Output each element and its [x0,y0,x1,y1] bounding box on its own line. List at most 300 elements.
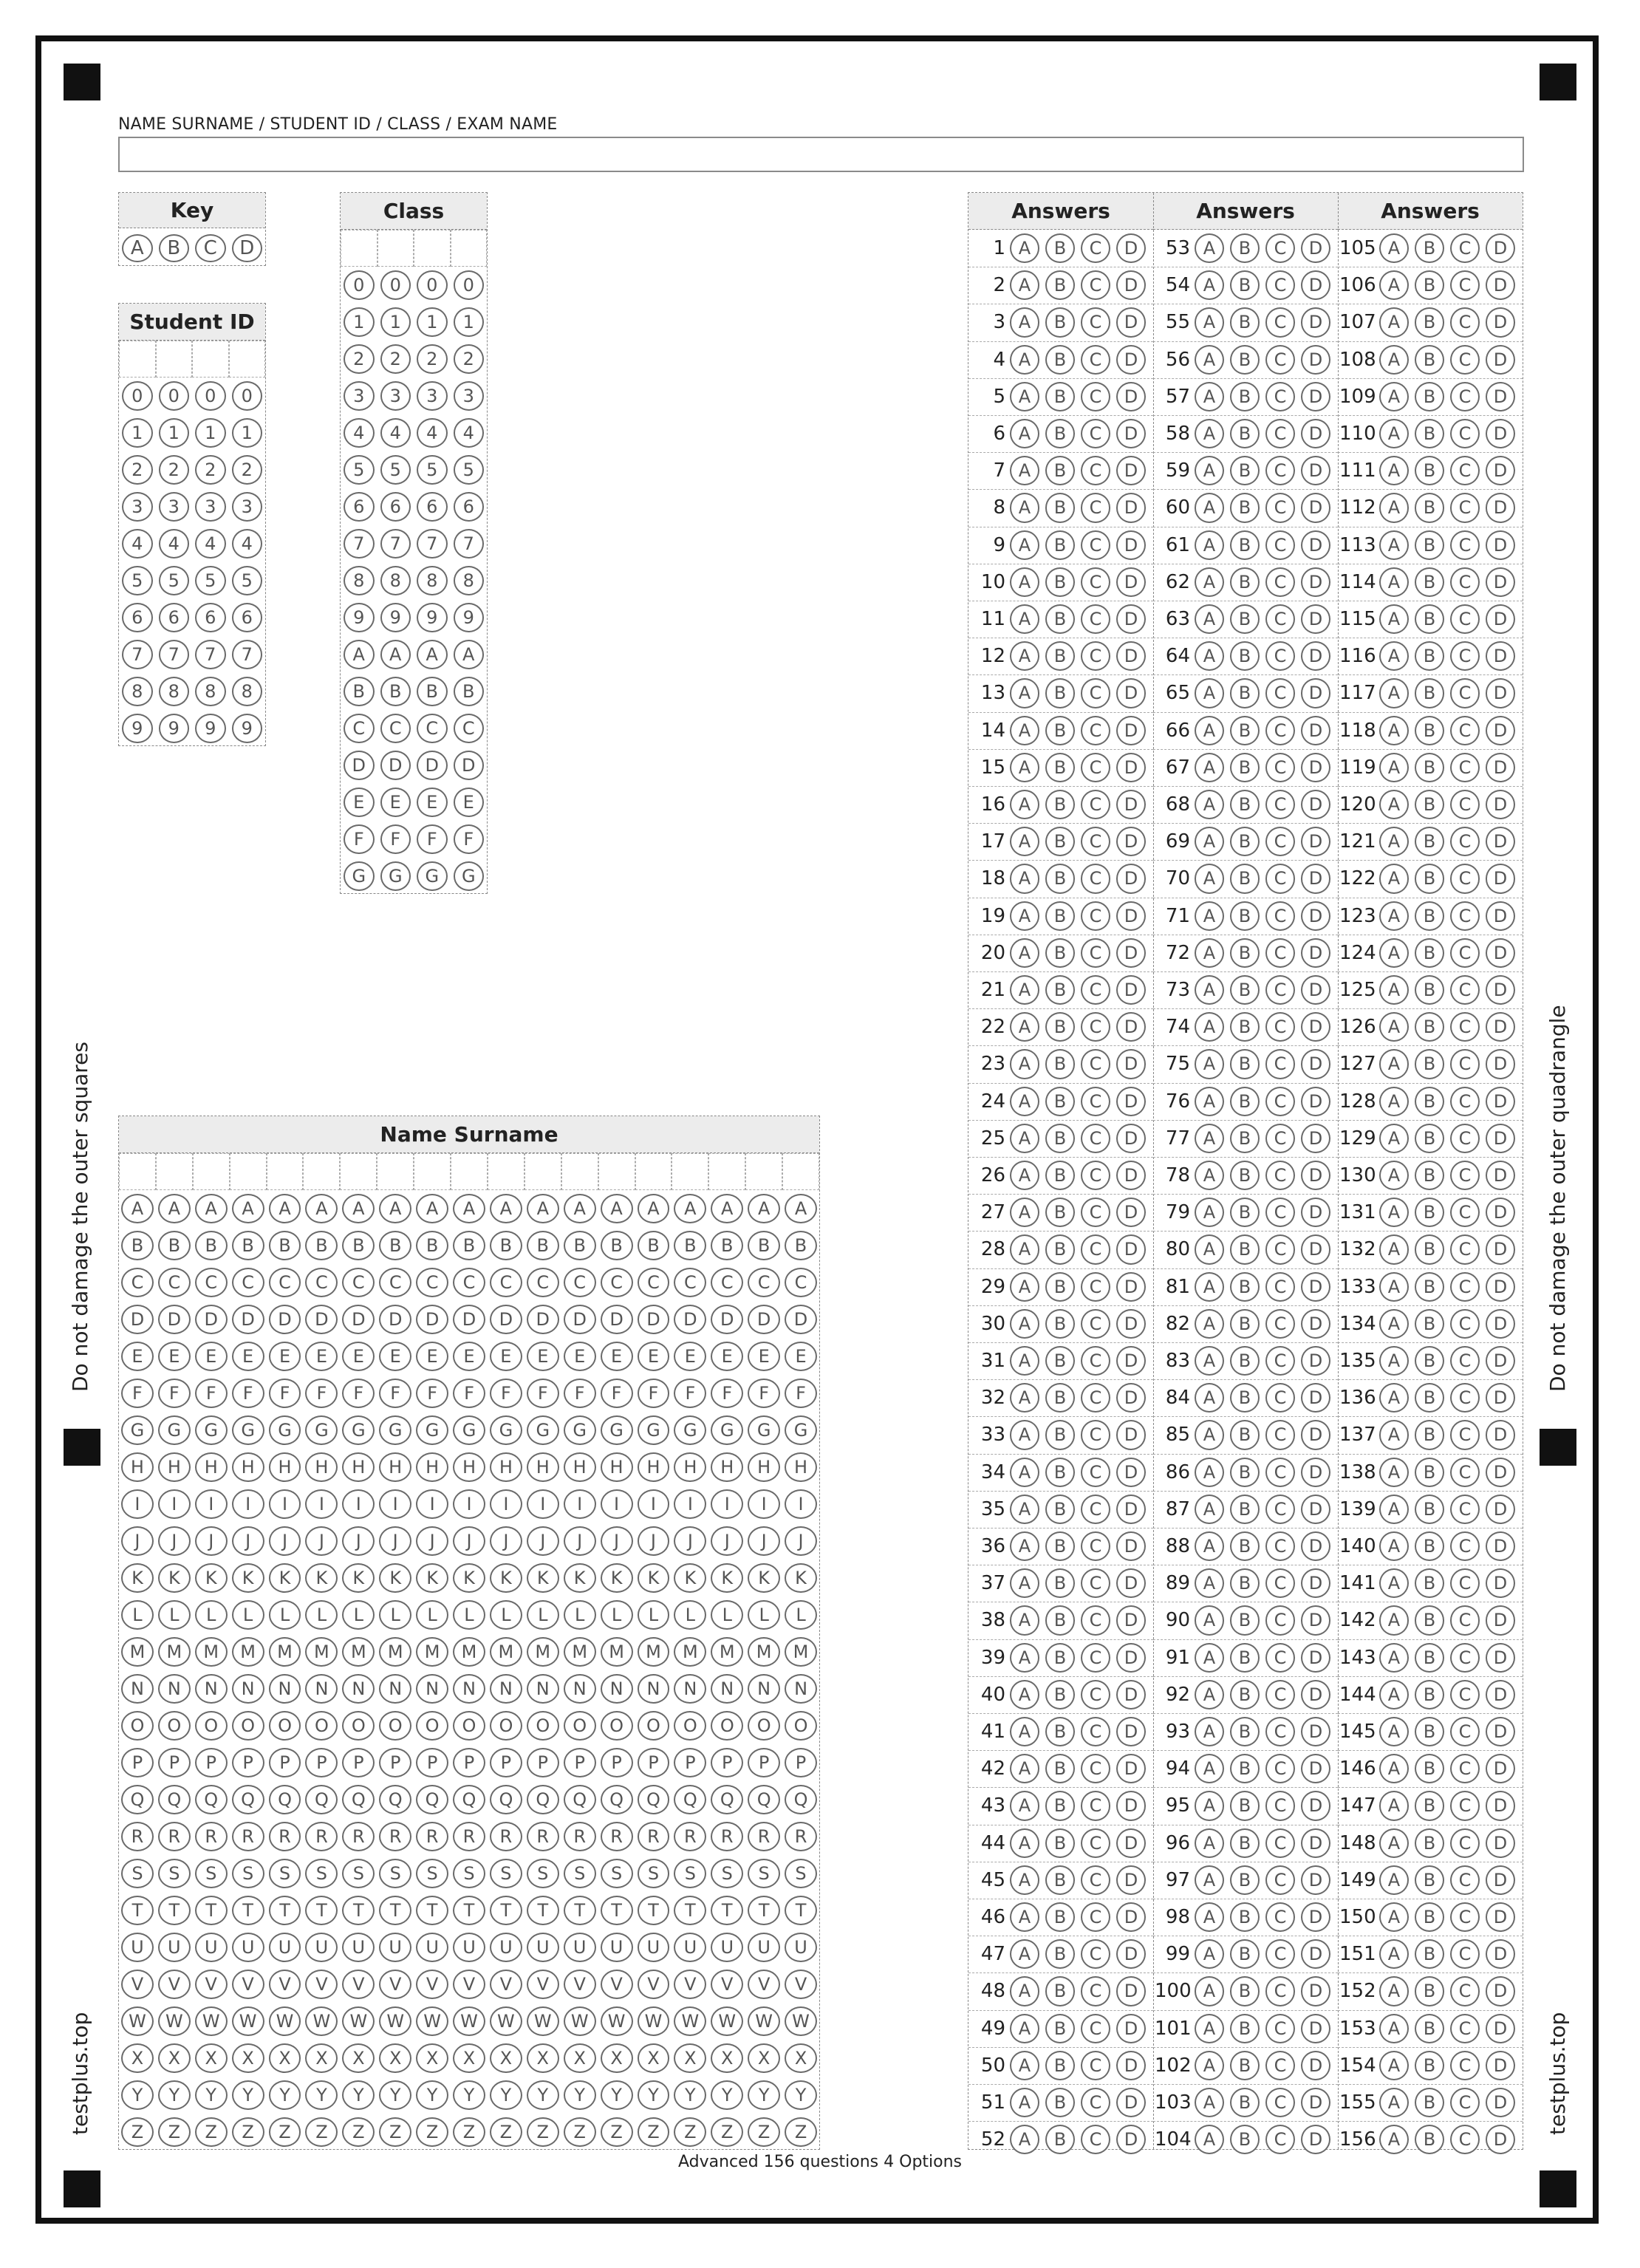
student-id-bubble[interactable]: 1 [232,418,263,448]
answer-bubble-b[interactable]: B [1045,1865,1075,1895]
answer-bubble-d[interactable]: D [1486,1568,1515,1598]
name-bubble[interactable]: M [674,1637,706,1667]
answer-bubble-b[interactable]: B [1230,864,1260,893]
class-bubble[interactable]: 5 [454,455,485,485]
name-bubble[interactable]: D [674,1305,706,1334]
answer-bubble-b[interactable]: B [1230,1828,1260,1858]
name-bubble[interactable]: X [564,2043,596,2073]
name-bubble[interactable]: X [195,2043,228,2073]
class-bubble[interactable]: 0 [380,270,411,300]
answer-bubble-a[interactable]: A [1195,456,1224,485]
name-bubble[interactable]: S [453,1859,485,1888]
name-bubble[interactable]: T [638,1896,670,1925]
answer-bubble-a[interactable]: A [1379,1568,1409,1598]
name-bubble[interactable]: G [379,1415,411,1445]
name-bubble[interactable]: B [564,1231,596,1260]
name-bubble[interactable]: O [527,1711,559,1741]
name-bubble[interactable]: A [748,1194,780,1223]
class-bubble[interactable]: 3 [380,381,411,411]
name-bubble[interactable]: D [305,1305,338,1334]
name-bubble[interactable]: Q [674,1785,706,1814]
class-bubble[interactable]: 6 [417,492,448,522]
class-bubble[interactable]: 8 [344,566,375,595]
name-bubble[interactable]: M [158,1637,191,1667]
answer-bubble-c[interactable]: C [1265,2125,1295,2154]
answer-bubble-d[interactable]: D [1116,1383,1146,1413]
name-bubble[interactable]: U [711,1933,743,1962]
name-bubble[interactable]: L [564,1600,596,1630]
answer-bubble-d[interactable]: D [1116,1976,1146,2006]
name-bubble[interactable]: D [379,1305,411,1334]
name-bubble[interactable]: Y [711,2080,743,2110]
name-write-cell[interactable] [708,1153,745,1190]
answer-bubble-b[interactable]: B [1045,678,1075,708]
answer-bubble-c[interactable]: C [1265,1643,1295,1673]
name-bubble[interactable]: O [269,1711,301,1741]
answer-bubble-d[interactable]: D [1301,1828,1330,1858]
answer-bubble-d[interactable]: D [1301,641,1330,671]
answer-bubble-c[interactable]: C [1081,1087,1110,1116]
answer-bubble-b[interactable]: B [1230,678,1260,708]
answer-bubble-d[interactable]: D [1486,493,1515,522]
student-id-bubble[interactable]: 0 [159,381,190,411]
class-bubble[interactable]: 5 [417,455,448,485]
name-bubble[interactable]: L [379,1600,411,1630]
answer-bubble-b[interactable]: B [1045,1976,1075,2006]
answer-bubble-b[interactable]: B [1415,753,1444,782]
answer-bubble-d[interactable]: D [1116,641,1146,671]
name-bubble[interactable]: Z [638,2117,670,2147]
name-bubble[interactable]: D [232,1305,264,1334]
answer-bubble-a[interactable]: A [1010,1754,1039,1783]
answer-bubble-d[interactable]: D [1116,827,1146,856]
answer-bubble-d[interactable]: D [1486,1643,1515,1673]
class-bubble[interactable]: 9 [417,603,448,632]
name-bubble[interactable]: T [490,1896,522,1925]
name-bubble[interactable]: M [711,1637,743,1667]
name-bubble[interactable]: V [527,1970,559,1999]
name-bubble[interactable]: P [232,1748,264,1777]
answer-bubble-b[interactable]: B [1415,382,1444,411]
name-bubble[interactable]: Z [305,2117,338,2147]
name-bubble[interactable]: R [711,1822,743,1851]
answer-bubble-c[interactable]: C [1450,1420,1480,1449]
name-bubble[interactable]: R [158,1822,191,1851]
name-bubble[interactable]: P [269,1748,301,1777]
answer-bubble-b[interactable]: B [1415,641,1444,671]
name-bubble[interactable]: Z [674,2117,706,2147]
name-bubble[interactable]: P [711,1748,743,1777]
answer-bubble-a[interactable]: A [1379,1643,1409,1673]
name-bubble[interactable]: K [564,1563,596,1593]
class-bubble[interactable]: E [454,788,485,817]
name-bubble[interactable]: W [379,2006,411,2036]
name-bubble[interactable]: J [527,1526,559,1556]
name-bubble[interactable]: Z [490,2117,522,2147]
name-bubble[interactable]: X [601,2043,633,2073]
name-bubble[interactable]: G [748,1415,780,1445]
answer-bubble-d[interactable]: D [1116,1272,1146,1302]
name-bubble[interactable]: P [305,1748,338,1777]
answer-bubble-b[interactable]: B [1045,827,1075,856]
name-bubble[interactable]: P [638,1748,670,1777]
answer-bubble-d[interactable]: D [1486,233,1515,263]
class-write-cell[interactable] [341,230,377,267]
answer-bubble-b[interactable]: B [1415,901,1444,931]
answer-bubble-b[interactable]: B [1415,1272,1444,1302]
name-bubble[interactable]: X [379,2043,411,2073]
name-bubble[interactable]: K [158,1563,191,1593]
answer-bubble-b[interactable]: B [1230,2014,1260,2043]
answer-bubble-b[interactable]: B [1415,530,1444,560]
answer-bubble-a[interactable]: A [1379,1828,1409,1858]
answer-bubble-b[interactable]: B [1045,1383,1075,1413]
answer-bubble-d[interactable]: D [1486,604,1515,634]
name-bubble[interactable]: Z [269,2117,301,2147]
answer-bubble-a[interactable]: A [1195,1791,1224,1820]
answer-bubble-d[interactable]: D [1116,864,1146,893]
answer-bubble-c[interactable]: C [1081,1458,1110,1487]
name-bubble[interactable]: F [638,1379,670,1408]
answer-bubble-c[interactable]: C [1265,345,1295,375]
class-bubble[interactable]: A [344,640,375,669]
answer-bubble-c[interactable]: C [1081,604,1110,634]
answer-bubble-c[interactable]: C [1450,1087,1480,1116]
answer-bubble-b[interactable]: B [1045,1049,1075,1079]
answer-bubble-a[interactable]: A [1195,1828,1224,1858]
name-bubble[interactable]: I [601,1489,633,1519]
name-bubble[interactable]: E [342,1342,375,1371]
answer-bubble-c[interactable]: C [1450,1346,1480,1376]
name-bubble[interactable]: Q [342,1785,375,1814]
name-bubble[interactable]: T [711,1896,743,1925]
student-id-bubble[interactable]: 5 [232,566,263,595]
name-bubble[interactable]: O [121,1711,154,1741]
name-bubble[interactable]: U [232,1933,264,1962]
name-bubble[interactable]: C [342,1268,375,1297]
name-bubble[interactable]: B [490,1231,522,1260]
answer-bubble-b[interactable]: B [1415,716,1444,745]
answer-bubble-b[interactable]: B [1230,1495,1260,1524]
class-bubble[interactable]: 9 [344,603,375,632]
answer-bubble-a[interactable]: A [1379,2014,1409,2043]
name-bubble[interactable]: L [269,1600,301,1630]
answer-bubble-a[interactable]: A [1010,1198,1039,1227]
answer-bubble-a[interactable]: A [1010,1531,1039,1561]
name-bubble[interactable]: H [490,1452,522,1482]
answer-bubble-b[interactable]: B [1045,1234,1075,1264]
name-bubble[interactable]: W [158,2006,191,2036]
answer-bubble-c[interactable]: C [1081,753,1110,782]
answer-bubble-b[interactable]: B [1045,641,1075,671]
answer-bubble-d[interactable]: D [1486,1717,1515,1746]
name-bubble[interactable]: I [232,1489,264,1519]
answer-bubble-b[interactable]: B [1045,456,1075,485]
name-bubble[interactable]: E [269,1342,301,1371]
answer-bubble-a[interactable]: A [1379,345,1409,375]
name-bubble[interactable]: F [416,1379,448,1408]
name-bubble[interactable]: Q [305,1785,338,1814]
answer-bubble-a[interactable]: A [1010,827,1039,856]
name-bubble[interactable]: J [674,1526,706,1556]
key-bubble-a[interactable]: A [122,234,153,262]
answer-bubble-d[interactable]: D [1116,790,1146,819]
name-bubble[interactable]: X [453,2043,485,2073]
name-bubble[interactable]: S [305,1859,338,1888]
answer-bubble-a[interactable]: A [1379,1754,1409,1783]
name-bubble[interactable]: L [121,1600,154,1630]
answer-bubble-d[interactable]: D [1116,1680,1146,1709]
answer-bubble-c[interactable]: C [1265,1865,1295,1895]
answer-bubble-d[interactable]: D [1116,1346,1146,1376]
answer-bubble-b[interactable]: B [1045,1346,1075,1376]
answer-bubble-d[interactable]: D [1486,1680,1515,1709]
answer-bubble-d[interactable]: D [1486,1272,1515,1302]
answer-bubble-d[interactable]: D [1301,1939,1330,1969]
name-bubble[interactable]: R [232,1822,264,1851]
answer-bubble-c[interactable]: C [1265,641,1295,671]
answer-bubble-a[interactable]: A [1010,1309,1039,1339]
answer-bubble-a[interactable]: A [1010,2125,1039,2154]
name-bubble[interactable]: I [416,1489,448,1519]
name-bubble[interactable]: O [674,1711,706,1741]
name-bubble[interactable]: X [674,2043,706,2073]
answer-bubble-c[interactable]: C [1081,382,1110,411]
answer-bubble-b[interactable]: B [1415,1568,1444,1598]
name-bubble[interactable]: E [638,1342,670,1371]
answer-bubble-c[interactable]: C [1450,975,1480,1005]
answer-bubble-b[interactable]: B [1230,567,1260,597]
name-bubble[interactable]: U [379,1933,411,1962]
answer-bubble-c[interactable]: C [1265,1198,1295,1227]
name-bubble[interactable]: F [379,1379,411,1408]
answer-bubble-c[interactable]: C [1081,1012,1110,1042]
answer-bubble-a[interactable]: A [1379,1383,1409,1413]
answer-bubble-b[interactable]: B [1415,1124,1444,1153]
name-bubble[interactable]: Q [269,1785,301,1814]
name-bubble[interactable]: J [785,1526,817,1556]
answer-bubble-b[interactable]: B [1230,1939,1260,1969]
answer-bubble-a[interactable]: A [1195,1902,1224,1932]
name-bubble[interactable]: I [785,1489,817,1519]
class-bubble[interactable]: 9 [454,603,485,632]
answer-bubble-b[interactable]: B [1415,1902,1444,1932]
answer-bubble-c[interactable]: C [1265,864,1295,893]
name-bubble[interactable]: N [785,1674,817,1704]
answer-bubble-b[interactable]: B [1230,382,1260,411]
name-bubble[interactable]: S [564,1859,596,1888]
answer-bubble-d[interactable]: D [1116,1420,1146,1449]
answer-bubble-b[interactable]: B [1045,307,1075,337]
answer-bubble-b[interactable]: B [1230,1383,1260,1413]
name-bubble[interactable]: Q [195,1785,228,1814]
answer-bubble-c[interactable]: C [1265,1458,1295,1487]
name-bubble[interactable]: H [379,1452,411,1482]
answer-bubble-b[interactable]: B [1415,1531,1444,1561]
answer-bubble-a[interactable]: A [1195,1717,1224,1746]
answer-bubble-a[interactable]: A [1379,270,1409,300]
name-bubble[interactable]: Y [638,2080,670,2110]
answer-bubble-b[interactable]: B [1045,1939,1075,1969]
name-bubble[interactable]: V [601,1970,633,1999]
student-id-bubble[interactable]: 2 [122,455,153,485]
answer-bubble-b[interactable]: B [1415,1049,1444,1079]
name-bubble[interactable]: U [564,1933,596,1962]
answer-bubble-b[interactable]: B [1045,1012,1075,1042]
answer-bubble-d[interactable]: D [1486,1087,1515,1116]
name-bubble[interactable]: I [195,1489,228,1519]
answer-bubble-c[interactable]: C [1450,1495,1480,1524]
answer-bubble-c[interactable]: C [1081,790,1110,819]
name-bubble[interactable]: A [564,1194,596,1223]
answer-bubble-d[interactable]: D [1486,641,1515,671]
answer-bubble-c[interactable]: C [1081,1865,1110,1895]
name-bubble[interactable]: C [748,1268,780,1297]
answer-bubble-a[interactable]: A [1195,604,1224,634]
name-write-cell[interactable] [598,1153,635,1190]
name-write-cell[interactable] [230,1153,267,1190]
answer-bubble-a[interactable]: A [1195,753,1224,782]
name-bubble[interactable]: Y [564,2080,596,2110]
answer-bubble-b[interactable]: B [1415,1383,1444,1413]
answer-bubble-d[interactable]: D [1116,456,1146,485]
class-bubble[interactable]: E [344,788,375,817]
answer-bubble-a[interactable]: A [1379,1680,1409,1709]
name-bubble[interactable]: M [748,1637,780,1667]
answer-bubble-c[interactable]: C [1450,827,1480,856]
name-bubble[interactable]: R [342,1822,375,1851]
name-bubble[interactable]: E [711,1342,743,1371]
class-bubble[interactable]: B [454,677,485,706]
name-bubble[interactable]: F [601,1379,633,1408]
name-bubble[interactable]: L [638,1600,670,1630]
name-bubble[interactable]: F [674,1379,706,1408]
class-bubble[interactable]: 5 [380,455,411,485]
name-bubble[interactable]: X [158,2043,191,2073]
answer-bubble-a[interactable]: A [1379,901,1409,931]
answer-bubble-a[interactable]: A [1379,530,1409,560]
answer-bubble-b[interactable]: B [1230,1754,1260,1783]
class-bubble[interactable]: B [380,677,411,706]
answer-bubble-b[interactable]: B [1415,678,1444,708]
name-bubble[interactable]: K [269,1563,301,1593]
answer-bubble-c[interactable]: C [1450,1976,1480,2006]
student-id-bubble[interactable]: 6 [195,603,226,632]
name-bubble[interactable]: J [711,1526,743,1556]
name-bubble[interactable]: A [601,1194,633,1223]
answer-bubble-b[interactable]: B [1230,1643,1260,1673]
answer-bubble-c[interactable]: C [1265,1754,1295,1783]
name-write-cell[interactable] [488,1153,525,1190]
name-bubble[interactable]: O [564,1711,596,1741]
answer-bubble-c[interactable]: C [1265,790,1295,819]
name-bubble[interactable]: M [490,1637,522,1667]
name-bubble[interactable]: C [305,1268,338,1297]
answer-bubble-b[interactable]: B [1230,716,1260,745]
answer-bubble-d[interactable]: D [1301,1198,1330,1227]
answer-bubble-c[interactable]: C [1265,1531,1295,1561]
name-bubble[interactable]: G [527,1415,559,1445]
name-bubble[interactable]: L [490,1600,522,1630]
name-write-cell[interactable] [672,1153,708,1190]
answer-bubble-a[interactable]: A [1195,1754,1224,1783]
student-id-bubble[interactable]: 8 [195,677,226,706]
name-bubble[interactable]: H [711,1452,743,1482]
answer-bubble-c[interactable]: C [1265,827,1295,856]
answer-bubble-b[interactable]: B [1230,2051,1260,2080]
name-bubble[interactable]: Y [490,2080,522,2110]
name-bubble[interactable]: H [564,1452,596,1482]
name-bubble[interactable]: W [527,2006,559,2036]
name-bubble[interactable]: R [305,1822,338,1851]
name-bubble[interactable]: W [674,2006,706,2036]
answer-bubble-d[interactable]: D [1486,2051,1515,2080]
name-bubble[interactable]: L [711,1600,743,1630]
name-bubble[interactable]: Y [785,2080,817,2110]
answer-bubble-c[interactable]: C [1265,1272,1295,1302]
name-write-cell[interactable] [193,1153,230,1190]
answer-bubble-d[interactable]: D [1116,1605,1146,1635]
name-bubble[interactable]: B [342,1231,375,1260]
name-bubble[interactable]: A [305,1194,338,1223]
answer-bubble-d[interactable]: D [1486,1124,1515,1153]
class-bubble[interactable]: 7 [344,529,375,559]
name-bubble[interactable]: G [342,1415,375,1445]
answer-bubble-c[interactable]: C [1081,1643,1110,1673]
name-bubble[interactable]: T [121,1896,154,1925]
answer-bubble-b[interactable]: B [1230,493,1260,522]
student-id-bubble[interactable]: 6 [122,603,153,632]
name-write-cell[interactable] [267,1153,304,1190]
class-bubble[interactable]: 1 [380,307,411,337]
answer-bubble-a[interactable]: A [1195,827,1224,856]
answer-bubble-c[interactable]: C [1265,1902,1295,1932]
name-bubble[interactable]: F [748,1379,780,1408]
answer-bubble-c[interactable]: C [1081,1717,1110,1746]
name-bubble[interactable]: F [527,1379,559,1408]
name-write-cell[interactable] [156,1153,193,1190]
class-bubble[interactable]: B [344,677,375,706]
answer-bubble-d[interactable]: D [1116,419,1146,448]
name-bubble[interactable]: D [748,1305,780,1334]
student-id-bubble[interactable]: 9 [195,714,226,743]
name-bubble[interactable]: O [158,1711,191,1741]
name-bubble[interactable]: F [490,1379,522,1408]
answer-bubble-d[interactable]: D [1486,1791,1515,1820]
name-bubble[interactable]: Y [379,2080,411,2110]
answer-bubble-c[interactable]: C [1265,901,1295,931]
answer-bubble-c[interactable]: C [1081,1124,1110,1153]
answer-bubble-a[interactable]: A [1195,307,1224,337]
name-bubble[interactable]: H [195,1452,228,1482]
answer-bubble-d[interactable]: D [1486,419,1515,448]
answer-bubble-a[interactable]: A [1010,1865,1039,1895]
name-bubble[interactable]: W [564,2006,596,2036]
answer-bubble-b[interactable]: B [1045,2051,1075,2080]
name-bubble[interactable]: A [121,1194,154,1223]
name-bubble[interactable]: I [269,1489,301,1519]
name-bubble[interactable]: P [674,1748,706,1777]
name-write-cell[interactable] [414,1153,451,1190]
name-bubble[interactable]: M [601,1637,633,1667]
answer-bubble-d[interactable]: D [1116,1049,1146,1079]
name-bubble[interactable]: T [785,1896,817,1925]
class-bubble[interactable]: 0 [344,270,375,300]
answer-bubble-d[interactable]: D [1116,382,1146,411]
class-bubble[interactable]: A [380,640,411,669]
name-bubble[interactable]: Z [195,2117,228,2147]
name-bubble[interactable]: G [638,1415,670,1445]
